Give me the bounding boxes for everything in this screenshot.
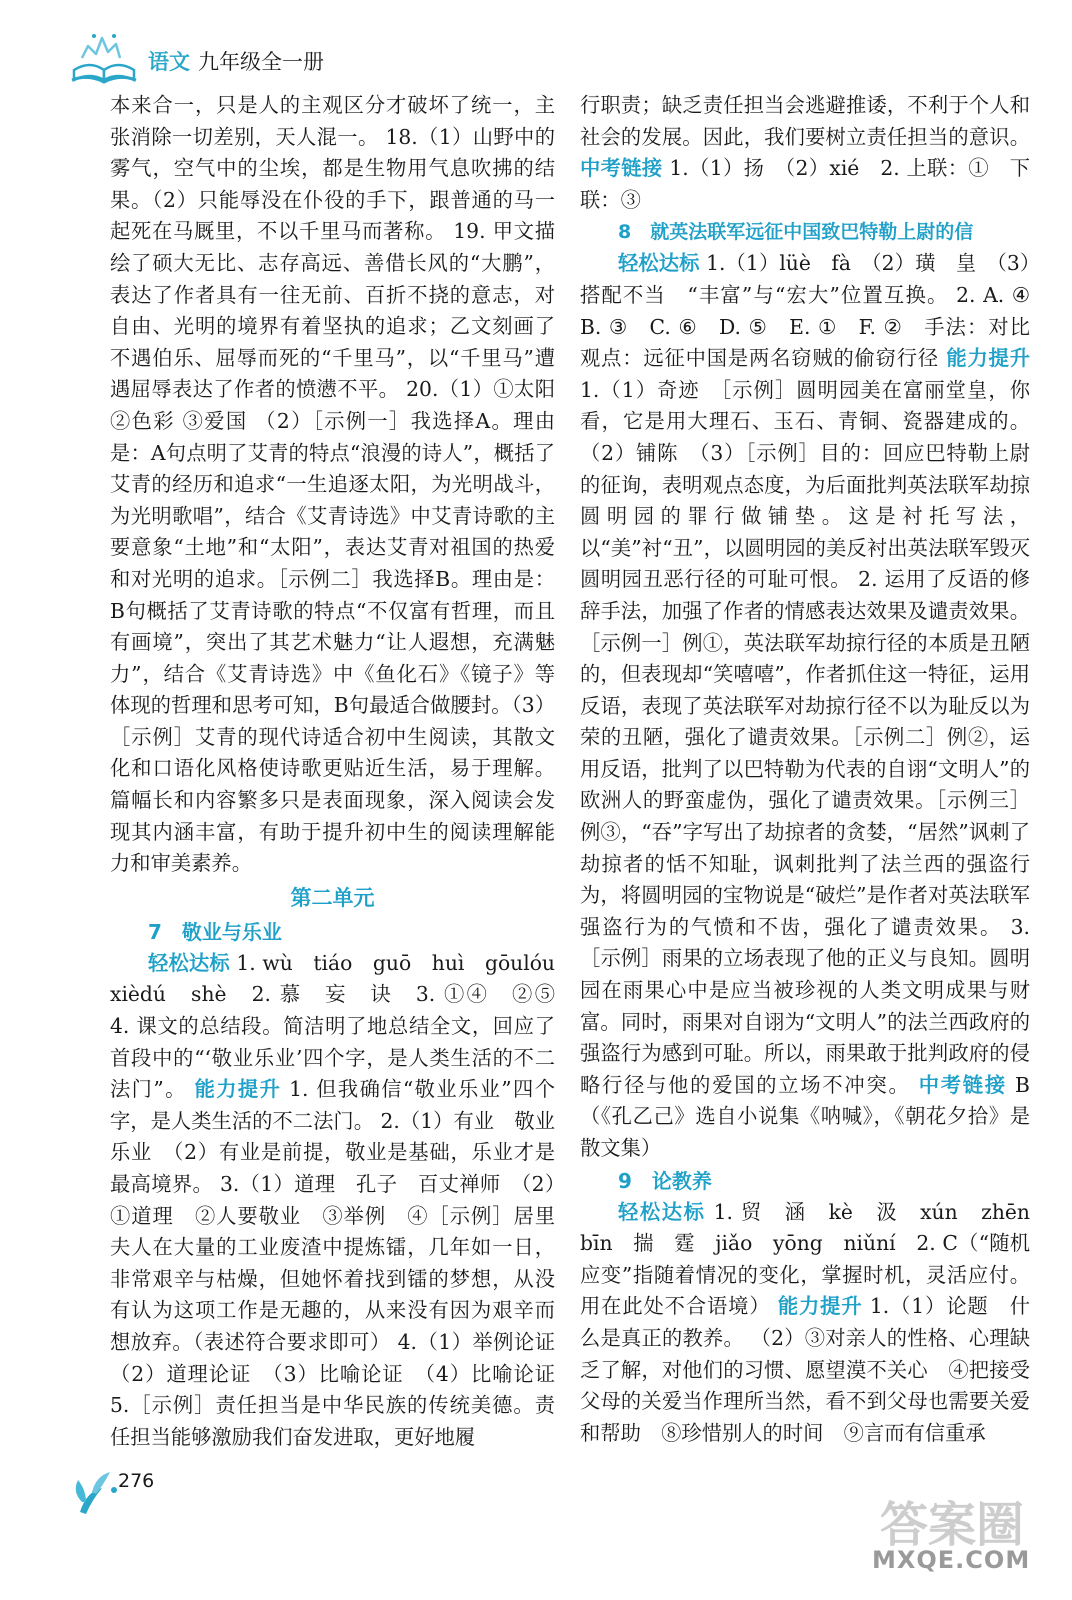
page-number: 276 [118,1470,155,1492]
tag-basic: 轻松达标 [148,950,230,975]
unit-title: 第二单元 [290,885,375,910]
tag-zhongkao: 中考链接 [918,1072,1007,1097]
lesson-8-basic-text: 1.（1）lüè fà （2）璜 皇 （3）搭配不当 “丰富”与“宏大”位置互换。 2. A. ④ B. ③ C. ⑥ D. ⑤ E. ① F. ② 手法：对比 观点：远征中国是两名窃贼的偷窃行径 [580,251,1051,371]
watermark-logo: 答案圈 [880,1497,1025,1553]
header-subject: 语文 [148,50,190,74]
tag-zhongkao: 中考链接 [580,156,663,181]
tag-ability: 能力提升 [946,346,1030,371]
lesson-8-ability-text: 1.（1）奇迹 ［示例］圆明园美在富丽堂皇，你看，它是用大理石、玉石、青铜、瓷器建成的。（2）铺陈 （3）［示例］目的：回应巴特勒上尉的征询，表明观点态度，为后面批判英法联军劫掠圆明园的罪行做铺垫。这是衬托写法，以“美”衬“丑”，以圆明园的美反衬出英法联军毁灭圆明园丑恶行径的可耻可恨。 2. 运用了反语的修辞手法，加强了作者的情感表达效果及谴责效果。［示例一］例①，英法联军劫掠行径的本质是丑陋的，但表现却“笑嘻嘻”，作者抓住这一特征，运用反语，表现了英法联军对劫掠行径不以为耻反以为荣的丑陋，强化了谴责效果。［示例二］例②，运用反语，批判了以巴特勒为代表的自诩“文明人”的欧洲人的野蛮虚伪，强化了谴责效果。［示例三］例③，“吞”字写出了劫掠者的贪婪，“居然”讽刺了劫掠者的恬不知耻，讽刺批判了法兰西的强盗行为，将圆明园的宝物说是“破烂”是作者对英法联军强盗行为的气愤和不齿，强化了谴责效果。 3.［示例］雨果的立场表现了他的正义与良知。圆明园在雨果心中是应当被珍视的人类文明成果与财富。同时，雨果对自诩为“文明人”的法兰西政府的强盗行为感到可耻。所以，雨果敢于批判政府的侵略行径与他的爱国的立场不冲突。 [580,377,1030,1097]
lesson-9-basic-text: 1. 贸 涵 kè 汲 xún zhēn bīn 揣 霆 jiǎo yōng niǔní 2. C（“随机应变”指随着情况的变化，掌握时机，灵活应付。用在此处不合语境） [580,1199,1051,1319]
open-book-icon [70,30,140,85]
zhongkao-text-2: B（《孔乙己》选自小说集《呐喊》，《朝花夕拾》是散文集） [580,1072,1030,1160]
answer-paragraph: 本来合一，只是人的主观区分才破坏了统一，主张消除一切差别，天人混一。 18.（1）山野中的雾气，空气中的尘埃，都是生物用气息吹拂的结果。（2）只能辱没在仆役的手下，跟普通的马一起死在马厩里，不以千里马而著称。 19. 甲文描绘了硕大无比、志存高远、善借长风的“大鹏”，表达了作者具有一往无前、百折不挠的意志，对自由、光明的境界有着坚执的追求；乙文刻画了不遇伯乐、屈辱而死的“千里马”，以“千里马”遭遇屈辱表达了作者的愤懑不平。 20.（1）①太阳 ②色彩 ③爱国 （2）［示例一］我选择A。理由是：A句点明了艾青的特点“浪漫的诗人”，概括了艾青的经历和追求“一生追逐太阳，为光明战斗，为光明歌唱”，结合《艾青诗选》中艾青诗歌的主要意象“土地”和“太阳”，表达艾青对祖国的热爱和对光明的追求。［示例二］我选择B。理由是：B句概括了艾青诗歌的特点“不仅富有哲理，而且有画境”，突出了其艺术魅力“让人遐想，充满魅力”，结合《艾青诗选》中《鱼化石》《镜子》等体现的哲理和思考可知，B句最适合做腰封。（3）［示例］艾青的现代诗适合初中生阅读，其散文化和口语化风格使诗歌更贴近生活，易于理解。篇幅长和内容繁多只是表面现象，深入阅读会发现其内涵丰富，有助于提升初中生的阅读理解能力和审美素养。 [110,93,555,876]
lesson-7-basic-text: 1. wù tiáo guō huì gōulóu xièdú shè 2. 慕 妄 诀 3. ①④ ②⑤ 4. 课文的总结段。简洁明了地总结全文，回应了首段中的“‘敬业乐业’四个字，是人类生活的不二法门”。 [110,950,576,1102]
continued-text: 行职责；缺乏责任担当会逃避推诿，不利于个人和社会的发展。因此，我们要树立责任担当的意识。 [580,93,1030,149]
lesson-7-ability-text: 1. 但我确信“敬业乐业”四个字，是人类生活的不二法门。 2.（1）有业 敬业 乐业 （2）有业是前提，敬业是基础，乐业才是最高境界。 3.（1）道理 孔子 百丈禅师 （2）①道理 ②人要敬业 ③举例 ④［示例］居里夫人在大量的工业废渣中提炼镭，几年如一日，非常艰辛与枯燥，但她怀着找到镭的梦想，从没有认为这项工作是无趣的，从来没有因为艰辛而想放弃。（表述符合要求即可） 4.（1）举例论证 （2）道理论证 （3）比喻论证 （4）比喻论证 5.［示例］责任担当是中华民族的传统美德。责任担当能够激励我们奋发进取，更好地履 [110,1077,576,1449]
watermark-url: MXQE.COM [872,1546,1031,1574]
lesson-8-answers [580,248,1051,1164]
lesson-9-answers [580,1197,1051,1450]
lesson-9-title: 9 论教养 [618,1168,712,1193]
page-header [70,28,400,88]
lesson-7-title: 7 敬业与乐业 [148,919,282,944]
tag-basic: 轻松达标 [618,251,700,276]
lesson-8-title: 8 就英法联军远征中国致巴特勒上尉的信 [618,221,974,244]
lesson-7-answers [110,948,576,1454]
right-column [580,90,1051,1449]
right-answers-top [580,90,1030,216]
tag-basic: 轻松达标 [618,1199,706,1224]
tag-ability: 能力提升 [194,1077,282,1102]
lesson-9-ability-text: 1.（1）论题 什么是真正的教养。 （2）③对亲人的性格、心理缺乏了解，对他们的习惯、愿望漠不关心 ④把接受父母的关爱当作理所当然，看不到父母也需要关爱和帮助 ⑧珍惜别人的时间 ⑨言而有信重承 [580,1294,1030,1445]
tag-ability: 能力提升 [777,1294,863,1319]
zhongkao-text: 1.（1）扬 （2）xié 2. 上联：① 下联：③ [580,156,1030,212]
header-grade: 九年级全一册 [198,50,324,74]
left-column [110,90,576,1453]
